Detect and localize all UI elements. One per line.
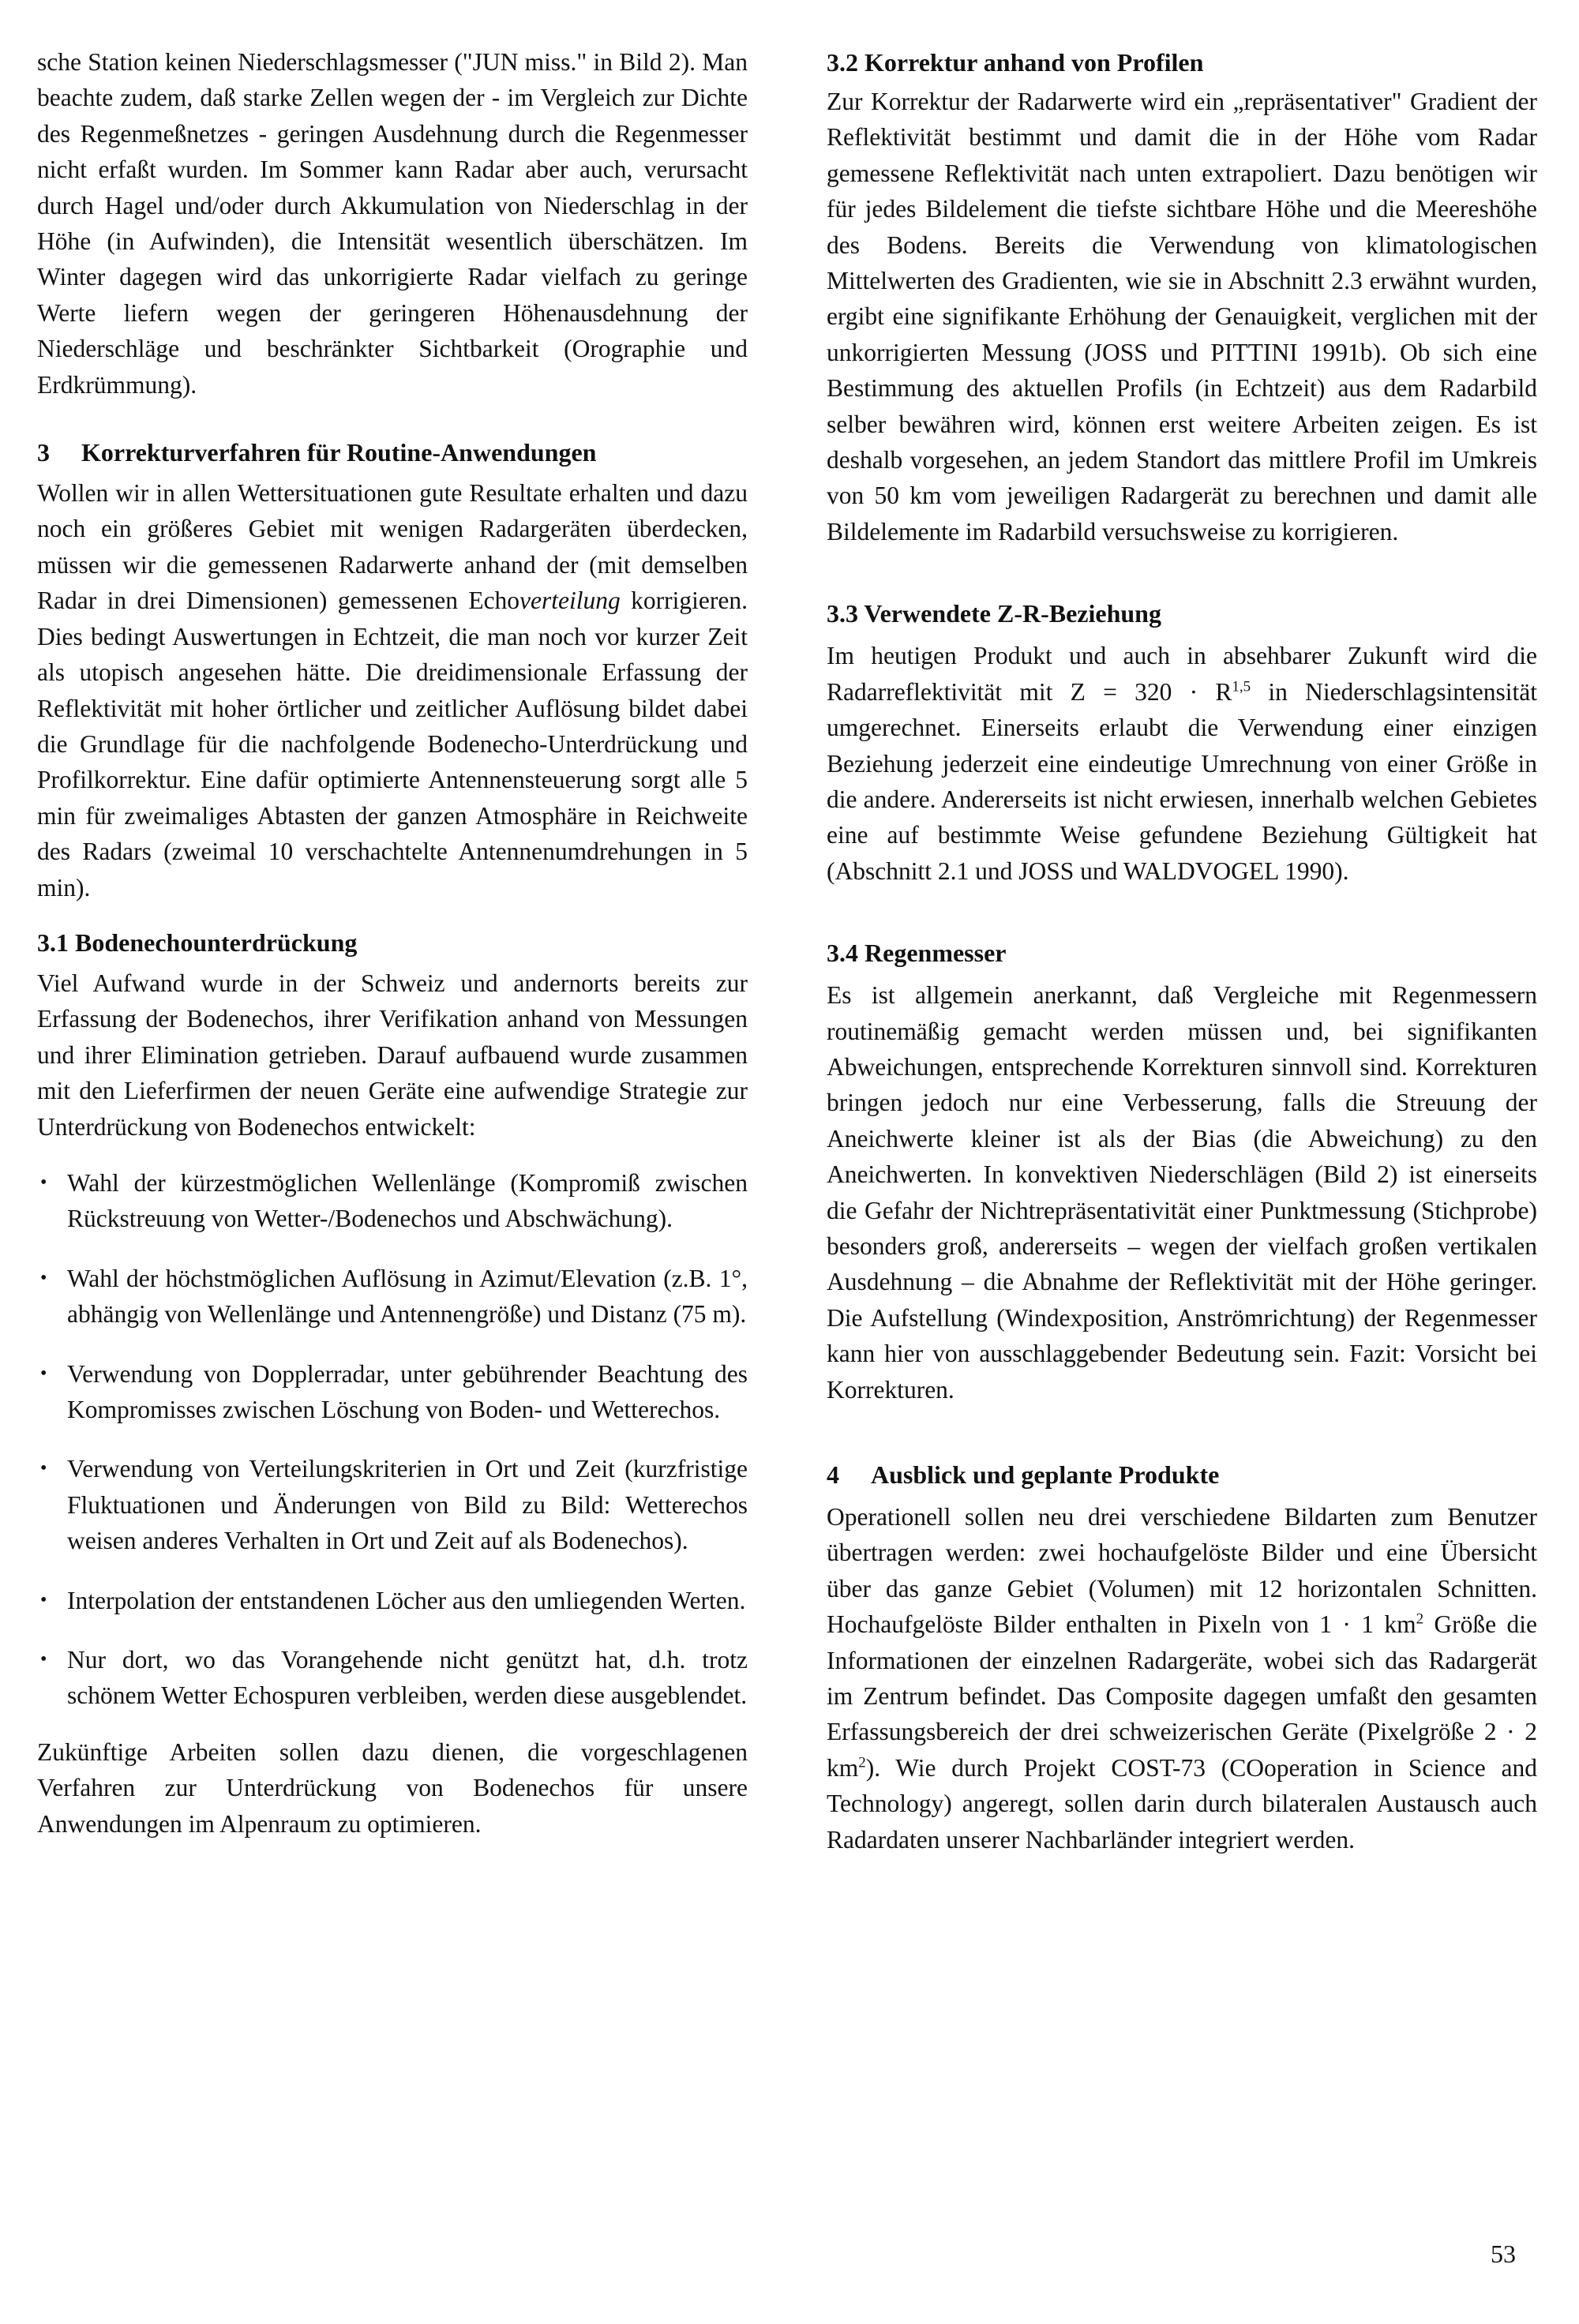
list-item bbox=[37, 1583, 748, 1618]
section-3-paragraph bbox=[37, 475, 748, 905]
list-item-text: Wahl der kürzestmöglichen Wellenlänge (Kompromiß zwischen Rückstreuung von Wetter-/Bodenechos und Abschwächung). bbox=[67, 1168, 748, 1233]
list-item bbox=[37, 1356, 748, 1428]
section-3-number: 3 bbox=[37, 438, 50, 467]
superscript-km2: 2 bbox=[858, 1754, 866, 1771]
bullet-icon: • bbox=[40, 1649, 47, 1670]
bullet-icon: • bbox=[40, 1267, 47, 1288]
section-3-text-b: korrigieren. Dies bedingt Auswertungen in Echtzeit, die man noch vor kurzer Zeit als utopisch angesehen hätte. Die dreidimensionale Erfassung der Reflektivität mit hoher örtlicher und zeitlicher Auflösung bildet dabei die Grundlage für die nachfolgende Bodenecho-Unterdrückung und Profilkorrektur. Eine dafür optimierte Antennensteuerung sorgt alle 5 min für zweimaliges Abtasten der ganzen Atmosphäre in Reichweite des Radars (zweimal 10 verschachtelte Antennenumdrehungen in 5 min). bbox=[37, 587, 748, 901]
list-item-text: Nur dort, wo das Vorangehende nicht genützt hat, d.h. trotz schönem Wetter Echospuren verbleiben, werden diese ausgeblendet. bbox=[67, 1646, 748, 1710]
list-item bbox=[37, 1451, 748, 1558]
section-4-text-c: ). Wie durch Projekt COST-73 (COoperation in Science and Technology) angeregt, sollen darin durch bilateralen Austausch auch Radardaten unserer Nachbarländer integriert werden. bbox=[827, 1753, 1537, 1854]
section-4-paragraph bbox=[827, 1499, 1537, 1857]
section-3-3-paragraph bbox=[827, 638, 1537, 889]
section-3-1-paragraph: Viel Aufwand wurde in der Schweiz und andernorts bereits zur Erfassung der Bodenechos, ihrer Verifikation anhand von Messungen und ihrer Elimination getrieben. Darauf aufbauend wurde zusammen mit den Lieferfirmen der neuen Geräte eine aufwendige Strategie zur Unterdrückung von Bodenechos entwickelt: bbox=[37, 969, 748, 1141]
list-item bbox=[37, 1642, 748, 1714]
section-4-heading bbox=[827, 1456, 1537, 1493]
list-item bbox=[37, 1261, 748, 1333]
intro-paragraph: sche Station keinen Niederschlagsmesser ("JUN miss." in Bild 2). Man beachte zudem, daß starke Zellen wegen der - im Vergleich zur Dichte des Regenmeßnetzes - geringen Ausdehnung durch die Regenmesser nicht erfaßt wurden. Im Sommer kann Radar aber auch, verursacht durch Hagel und/oder durch Akkumulation von Niederschlag in der Höhe (in Aufwinden), die Intensität wesentlich überschätzen. Im Winter dagegen wird das unkorrigierte Radar vielfach zu geringe Werte liefern wegen der geringeren Höhenausdehnung der Niederschläge und beschränkter Sichtbarkeit (Orographie und Erdkrümmung). bbox=[37, 48, 748, 399]
section-3-text-a: Wollen wir in allen Wettersituationen gute Resultate erhalten und dazu noch ein größeres Gebiet mit wenigen Radargeräten überdecken, müssen wir die gemessenen Radarwerte anhand der (mit demselben Radar in drei Dimensionen) gemessenen Echo bbox=[37, 479, 748, 615]
section-3-1-heading: 3.1 Bodenechounterdrückung bbox=[37, 928, 358, 957]
section-3-2-paragraph: Zur Korrektur der Radarwerte wird ein „repräsentativer" Gradient der Reflektivität bestimmt und damit die in der Höhe vom Radar gemessene Reflektivität nach unten extrapoliert. Dazu benötigen wir für jedes Bildelement die tiefste sichtbare Höhe und die Meereshöhe des Bodens. Bereits die Verwendung von klimatologischen Mittelwerten des Gradienten, wie sie in Abschnitt 2.3 erwähnt wurden, ergibt eine signifikante Erhöhung der Genauigkeit, verglichen mit der unkorrigierten Messung (JOSS und PITTINI 1991b). Ob sich eine Bestimmung des aktuellen Profils (in Echtzeit) aus dem Radarbild selber bewähren wird, können erst weitere Arbeiten zeigen. Es ist deshalb vorgesehen, an jedem Standort das mittlere Profil im Umkreis von 50 km vom jeweiligen Radargerät zu berechnen und damit alle Bildelemente im Radarbild versuchsweise zu korrigieren. bbox=[827, 88, 1537, 545]
section-3-3-text-b: in Niederschlagsintensität umgerechnet. Einerseits erlaubt die Verwendung einer einzigen Beziehung jederzeit eine eindeutige Umrechnung von einer Größe in die andere. Andererseits ist nicht erwiesen, innerhalb welchen Gebietes eine auf bestimmte Weise gefundene Beziehung Gültigkeit hat (Abschnitt 2.1 und JOSS und WALDVOGEL 1990). bbox=[827, 677, 1537, 885]
left-column bbox=[37, 44, 748, 1842]
section-3-3-text-a: Im heutigen Produkt und auch in absehbarer Zukunft wird die Radarreflektivität mit Z = 320 · R bbox=[827, 642, 1537, 706]
list-item-text: Interpolation der entstandenen Löcher aus den umliegenden Werten. bbox=[67, 1586, 746, 1614]
superscript-km2: 2 bbox=[1416, 1610, 1424, 1628]
outro-paragraph: Zukünftige Arbeiten sollen dazu dienen, die vorgeschlagenen Verfahren zur Unterdrückung von Bodenechos für unsere Anwendungen im Alpenraum zu optimieren. bbox=[37, 1737, 748, 1838]
bullet-icon: • bbox=[40, 1589, 47, 1610]
list-item-text: Verwendung von Verteilungskriterien in Ort und Zeit (kurzfristige Fluktuationen und Änderungen von Bild zu Bild: Wetterechos weisen anderes Verhalten in Ort und Zeit auf als Bodenechos). bbox=[67, 1455, 748, 1555]
bullet-icon: • bbox=[40, 1171, 47, 1193]
section-4-title: Ausblick und geplante Produkte bbox=[871, 1460, 1220, 1489]
section-4-text-a: Operationell sollen neu drei verschiedene Bildarten zum Benutzer übertragen werden: zwei hochaufgelöste Bilder und eine Übersicht über das ganze Gebiet (Volumen) mit 12 horizontalen Schnitten. Hochaufgelöste Bilder enthalten in Pixeln von 1 · 1 km bbox=[827, 1503, 1537, 1639]
section-3-heading bbox=[37, 434, 748, 470]
section-3-3-heading: 3.3 Verwendete Z-R-Beziehung bbox=[827, 599, 1161, 628]
right-column bbox=[827, 44, 1537, 1857]
section-3-emphasis: verteilung bbox=[519, 587, 621, 615]
section-4-number: 4 bbox=[827, 1460, 839, 1489]
bullet-icon: • bbox=[40, 1458, 47, 1479]
list-item-text: Verwendung von Dopplerradar, unter gebührender Beachtung des Kompromisses zwischen Löschung von Boden- und Wetterechos. bbox=[67, 1359, 748, 1423]
list-item bbox=[37, 1165, 748, 1237]
list-item-text: Wahl der höchstmöglichen Auflösung in Azimut/Elevation (z.B. 1°, abhängig von Wellenlänge und Antennengröße) und Distanz (75 m). bbox=[67, 1264, 748, 1329]
section-3-2-heading: 3.2 Korrektur anhand von Profilen bbox=[827, 48, 1204, 77]
section-3-4-paragraph: Es ist allgemein anerkannt, daß Vergleiche mit Regenmessern routinemäßig gemacht werden müssen und, bei signifikanten Abweichungen, entsprechende Korrekturen sinnvoll sind. Korrekturen bringen jedoch nur eine Verbesserung, falls die Streuung der Aneichwerte kleiner ist als der Bias (die Abweichung) zu den Aneichwerten. In konvektiven Niederschlägen (Bild 2) ist einerseits die Gefahr der Nichtrepräsentativität einer Punktmessung (Stichprobe) besonders groß, andererseits – wegen der vielfach großen vertikalen Ausdehnung – die Abnahme der Reflektivität mit der Höhe geringer. Die Aufstellung (Windexposition, Anströmrichtung) der Regenmesser kann hier von ausschlaggebender Bedeutung sein. Fazit: Vorsicht bei Korrekturen. bbox=[827, 981, 1537, 1404]
section-3-title: Korrekturverfahren für Routine-Anwendungen bbox=[81, 438, 597, 467]
section-3-4-heading: 3.4 Regenmesser bbox=[827, 939, 1007, 968]
exponent: 1,5 bbox=[1232, 678, 1251, 695]
bullet-icon: • bbox=[40, 1363, 47, 1384]
section-4-text-b: Größe die Informationen der einzelnen Radargeräte, wobei sich das Radargerät im Zentrum befindet. Das Composite dagegen umfaßt den gesamten Erfassungsbereich der drei schweizerischen Geräte (Pixelgröße 2 · 2 km bbox=[827, 1610, 1537, 1782]
page-number: 53 bbox=[1491, 2240, 1516, 2268]
bullet-list bbox=[37, 1165, 748, 1714]
